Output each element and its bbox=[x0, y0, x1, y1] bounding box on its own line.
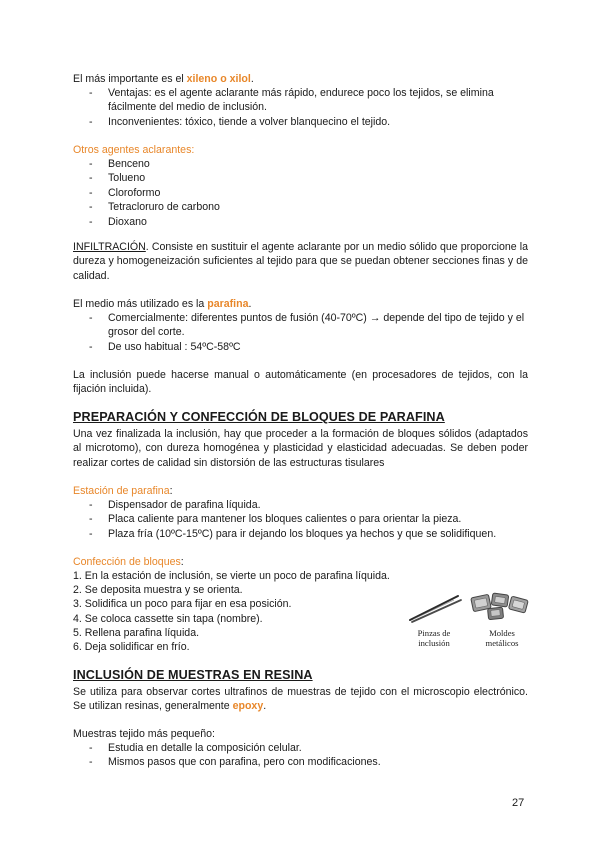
caption-tweezers-line1: Pinzas de bbox=[417, 628, 451, 638]
list-item: 4. Se coloca cassette sin tapa (nombre). bbox=[73, 612, 263, 625]
station-title: Estación de parafina bbox=[73, 485, 170, 497]
caption-tweezers-line2: inclusión bbox=[418, 638, 450, 648]
medium-suffix: . bbox=[248, 298, 252, 310]
infiltration-paragraph bbox=[73, 240, 528, 283]
resin-text-suffix: . bbox=[263, 700, 267, 713]
list-item: - Inconvenientes: tóxico, tiende a volver blanquecino el tejido. bbox=[89, 115, 529, 129]
list-item: 6. Deja solidificar en frío. bbox=[73, 641, 190, 654]
intro-line bbox=[73, 72, 528, 86]
inclusion-tools-figure bbox=[404, 590, 532, 654]
intro-prefix: El más importante es el bbox=[73, 73, 187, 85]
other-agents-title: Otros agentes aclarantes: bbox=[73, 144, 195, 156]
medium-line bbox=[73, 297, 528, 311]
list-item: - De uso habitual : 54ºC-58ºC bbox=[89, 340, 529, 354]
list-item: - Tetracloruro de carbono bbox=[89, 200, 529, 214]
list-item: - Cloroformo bbox=[89, 186, 529, 200]
list-item: - Mismos pasos que con parafina, pero con modificaciones. bbox=[89, 755, 529, 769]
section-resin-text bbox=[73, 685, 528, 714]
epoxy-highlight: epoxy bbox=[232, 700, 264, 713]
list-item: 5. Rellena parafina líquida. bbox=[73, 626, 200, 639]
list-item: - Comercialmente: diferentes puntos de fusión (40-70ºC) → depende del tipo de tejido y el grosor del corte. bbox=[89, 311, 529, 340]
xilol-list bbox=[89, 86, 529, 129]
page-number: 27 bbox=[512, 797, 525, 809]
blocks-title: Confección de bloques bbox=[73, 556, 181, 568]
intro-suffix: . bbox=[250, 73, 254, 85]
list-item: - Placa caliente para mantener los bloques calientes o para orientar la pieza. bbox=[89, 512, 529, 526]
parafina-highlight: parafina bbox=[207, 298, 249, 310]
medium-list bbox=[89, 311, 529, 354]
metal-molds-icon bbox=[471, 593, 529, 620]
list-item: 3. Solidifica un poco para fijar en esa posición. bbox=[73, 598, 292, 611]
list-item: - Ventajas: es el agente aclarante más rápido, endurece poco los tejidos, se elimina fácilmente del medio de inclusión. bbox=[89, 86, 529, 115]
small-samples-list bbox=[89, 741, 529, 770]
other-agents-list bbox=[89, 157, 529, 229]
resin-text-prefix: Se utiliza para observar cortes ultrafinos de muestras de tejido con el microscopio electrónico. Se utilizan resinas, generalmente bbox=[73, 686, 528, 713]
list-item: - Dioxano bbox=[89, 215, 529, 229]
blocks-colon: : bbox=[180, 556, 184, 568]
section-heading-paraffin: PREPARACIÓN Y CONFECCIÓN DE BLOQUES DE PARAFINA bbox=[73, 410, 445, 424]
list-item: 1. En la estación de inclusión, se vierte un poco de parafina líquida. bbox=[73, 570, 390, 582]
station-list bbox=[89, 498, 529, 541]
caption-molds bbox=[474, 628, 530, 648]
list-item: - Dispensador de parafina líquida. bbox=[89, 498, 529, 512]
blocks-title-line bbox=[73, 555, 528, 569]
station-colon: : bbox=[169, 485, 173, 497]
list-item: - Plaza fría (10ºC-15ºC) para ir dejando los bloques ya hechos y que se solidifiquen. bbox=[89, 527, 529, 541]
caption-molds-line1: Moldes bbox=[489, 628, 515, 638]
list-item: - Estudia en detalle la composición celular. bbox=[89, 741, 529, 755]
section-heading-resin: INCLUSIÓN DE MUESTRAS EN RESINA bbox=[73, 668, 313, 682]
list-item: - Benceno bbox=[89, 157, 529, 171]
tweezers-and-molds-illustration bbox=[404, 590, 532, 624]
tweezers-icon bbox=[410, 596, 461, 622]
xilol-highlight: xileno o xilol bbox=[186, 73, 251, 85]
section-paraffin-text: Una vez finalizada la inclusión, hay que proceder a la formación de bloques sólidos (adaptados al microtomo), con dureza homogénea y plasticidad y elasticidad adecuadas. Se deben poder realizar cortes de calidad sin distorsión de las estructuras tisulares bbox=[73, 428, 528, 469]
caption-molds-line2: metálicos bbox=[485, 638, 519, 648]
station-title-line bbox=[73, 484, 528, 498]
inclusion-note: La inclusión puede hacerse manual o automáticamente (en procesadores de tejidos, con la fijación incluida). bbox=[73, 369, 528, 396]
infiltration-term: INFILTRACIÓN bbox=[73, 241, 146, 253]
list-item: 2. Se deposita muestra y se orienta. bbox=[73, 584, 243, 597]
list-item: - Tolueno bbox=[89, 171, 529, 185]
small-samples-title: Muestras tejido más pequeño: bbox=[73, 728, 215, 740]
blocks-steps bbox=[73, 569, 403, 654]
medium-prefix: El medio más utilizado es la bbox=[73, 298, 208, 310]
infiltration-text: . Consiste en sustituir el agente aclarante por un medio sólido que proporcione la dureza y homogeneización suficientes al tejido para que se puedan obtener secciones finas y de calidad. bbox=[73, 241, 528, 282]
caption-tweezers bbox=[406, 628, 462, 648]
